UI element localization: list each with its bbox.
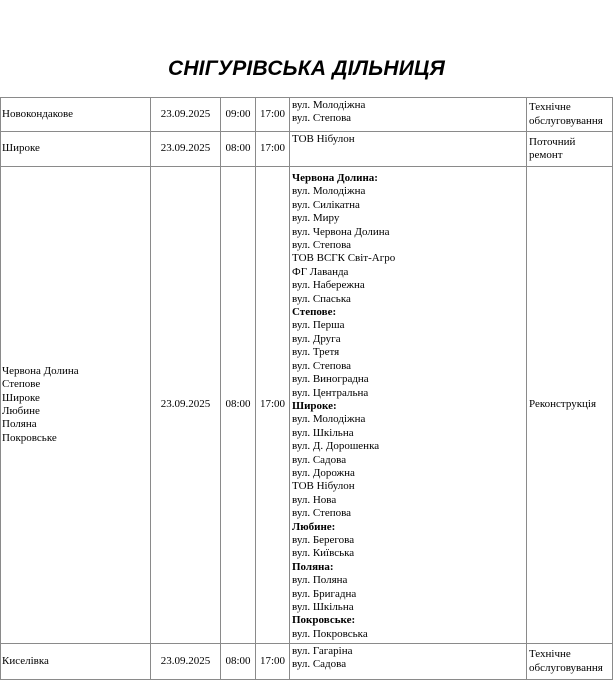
street-item: вул. Третя bbox=[292, 346, 340, 359]
street-item: ТОВ Нібулон bbox=[292, 133, 355, 145]
settlements-cell bbox=[1, 644, 151, 680]
streets-cell bbox=[290, 132, 527, 167]
street-item: вул. Степова bbox=[292, 239, 352, 252]
settlement-heading: Широке: bbox=[292, 399, 337, 412]
street-item: вул. Спаська bbox=[292, 292, 351, 305]
streets-cell bbox=[290, 98, 527, 132]
date-cell: 23.09.2025 bbox=[151, 132, 221, 167]
street-item: вул. Садова bbox=[292, 453, 347, 466]
street-item: вул. Д. Дорошенка bbox=[292, 440, 380, 453]
date-cell: 23.09.2025 bbox=[151, 98, 221, 132]
street-item: вул. Перша bbox=[292, 319, 345, 332]
street-item: вул. Дорожна bbox=[292, 466, 355, 479]
settlement-heading: Степове: bbox=[292, 306, 337, 319]
settlements-cell bbox=[1, 98, 151, 132]
street-item: вул. Силікатна bbox=[292, 198, 360, 211]
end-time-cell: 17:00 bbox=[256, 98, 290, 132]
street-item: вул. Київська bbox=[292, 547, 355, 560]
street-item: вул. Садова bbox=[292, 658, 347, 671]
street-item: вул. Виноградна bbox=[292, 373, 369, 386]
street-item: вул. Степова bbox=[292, 359, 352, 372]
settlement-name: Любине bbox=[2, 405, 40, 417]
street-item: вул. Поляна bbox=[292, 574, 348, 587]
street-item: ТОВ Нібулон bbox=[292, 480, 355, 493]
settlement-name: Широке bbox=[2, 142, 40, 155]
settlement-name: Новокондакове bbox=[2, 107, 74, 120]
table-row bbox=[1, 132, 613, 167]
street-item: вул. Шкільна bbox=[292, 601, 354, 613]
settlement-heading: Поляна: bbox=[292, 560, 334, 573]
street-item: вул. Нова bbox=[292, 493, 337, 506]
settlement-name: Червона Долина bbox=[2, 364, 79, 377]
work-type-cell: Реконструкція bbox=[527, 167, 613, 644]
street-item: вул. Шкільна bbox=[292, 426, 354, 439]
street-item: вул. Гагаріна bbox=[292, 645, 353, 657]
street-item: ТОВ ВСГК Світ-Агро bbox=[292, 252, 396, 265]
outage-schedule-table bbox=[0, 97, 613, 680]
street-item: вул. Степова bbox=[292, 112, 352, 125]
settlement-heading: Любине: bbox=[292, 520, 336, 533]
start-time-cell: 08:00 bbox=[221, 167, 256, 644]
settlement-heading: Покровське: bbox=[292, 614, 356, 627]
streets-cell bbox=[290, 644, 527, 680]
table-row bbox=[1, 98, 613, 132]
street-item: вул. Молодіжна bbox=[292, 99, 366, 111]
settlement-name: Киселівка bbox=[2, 654, 49, 667]
street-item: вул. Степова bbox=[292, 507, 352, 520]
street-item: вул. Берегова bbox=[292, 533, 355, 546]
street-item: вул. Червона Долина bbox=[292, 225, 390, 238]
street-item: вул. Набережна bbox=[292, 279, 365, 292]
end-time-cell: 17:00 bbox=[256, 167, 290, 644]
date-cell: 23.09.2025 bbox=[151, 644, 221, 680]
settlement-name: Степове bbox=[2, 378, 41, 391]
streets-cell bbox=[290, 167, 527, 644]
start-time-cell: 08:00 bbox=[221, 644, 256, 680]
work-type-cell: Технічне обслуговування bbox=[527, 644, 613, 680]
street-item: вул. Друга bbox=[292, 332, 341, 345]
table-row bbox=[1, 167, 613, 644]
work-type-cell: Технічне обслуговування bbox=[527, 98, 613, 132]
street-item: вул. Центральна bbox=[292, 386, 369, 399]
street-item: вул. Бригадна bbox=[292, 587, 357, 600]
work-type-cell: Поточний ремонт bbox=[527, 132, 613, 167]
table-row bbox=[1, 644, 613, 680]
street-item: вул. Молодіжна bbox=[292, 413, 366, 426]
street-item: вул. Покровська bbox=[292, 627, 368, 640]
start-time-cell: 09:00 bbox=[221, 98, 256, 132]
start-time-cell: 08:00 bbox=[221, 132, 256, 167]
street-item: вул. Молодіжна bbox=[292, 185, 366, 198]
settlement-heading: Червона Долина: bbox=[292, 172, 378, 184]
street-item: вул. Миру bbox=[292, 212, 340, 225]
end-time-cell: 17:00 bbox=[256, 644, 290, 680]
settlement-name: Поляна bbox=[2, 418, 37, 431]
settlement-name: Покровське bbox=[2, 431, 57, 444]
table-body bbox=[1, 98, 613, 680]
street-item: ФГ Лаванда bbox=[292, 265, 349, 278]
date-cell: 23.09.2025 bbox=[151, 167, 221, 644]
settlements-cell bbox=[1, 132, 151, 167]
end-time-cell: 17:00 bbox=[256, 132, 290, 167]
settlement-name: Широке bbox=[2, 391, 40, 404]
page-title: СНІГУРІВСЬКА ДІЛЬНИЦЯ bbox=[167, 57, 446, 80]
settlements-cell bbox=[1, 167, 151, 644]
